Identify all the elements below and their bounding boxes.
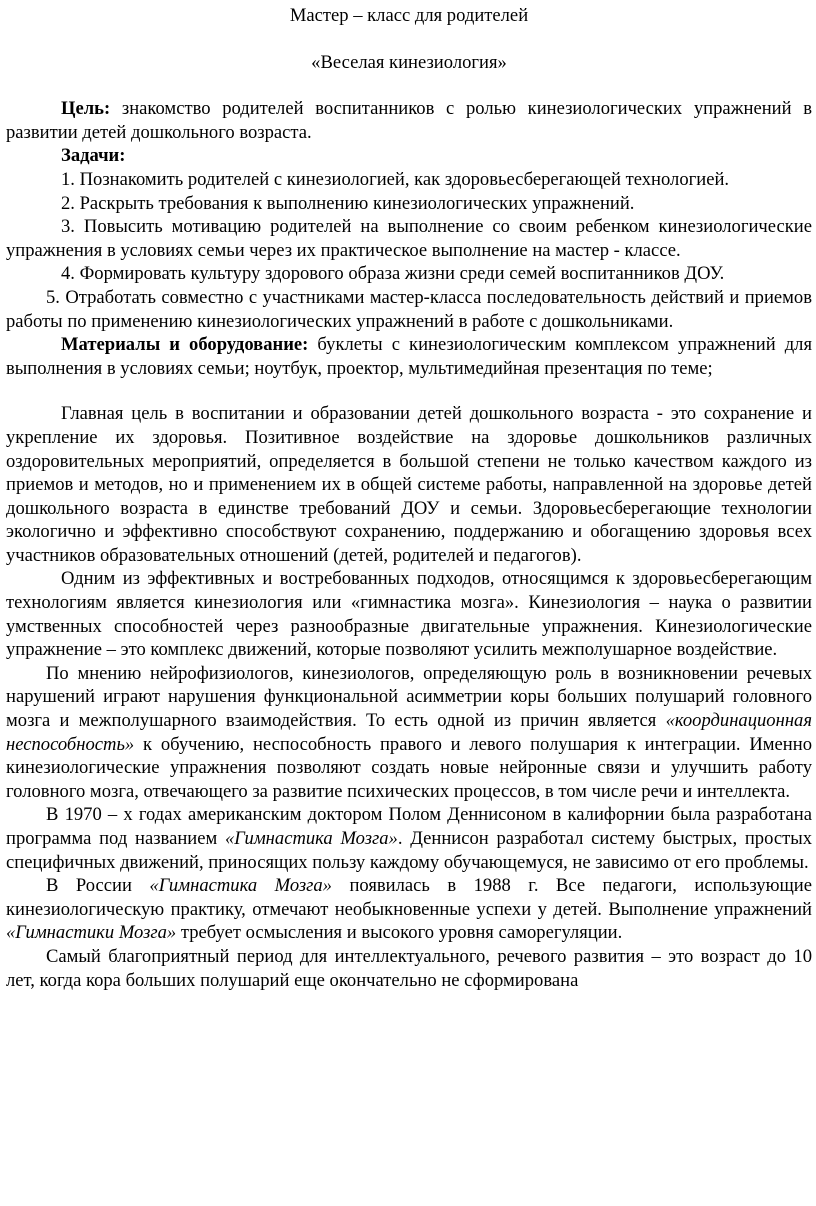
body-paragraph-3-emphasis: «координационная неспособность» <box>6 710 812 755</box>
body-paragraph-5 <box>6 874 812 945</box>
body-paragraph-4-part-a: В 1970 – х годах американским доктором Полом Деннисоном в калифорнии была разработана программа под названием <box>6 804 812 849</box>
task-item-1: 1. Познакомить родителей с кинезиологией, как здоровьесберегающей технологией. <box>61 168 730 190</box>
goal-text: знакомство родителей воспитанников с ролью кинезиологических упражнений в развитии детей дошкольного возраста. <box>6 98 812 143</box>
materials-text: буклеты с кинезиологическим комплексом упражнений для выполнения в условиях семьи; ноутбук, проектор, мультимедийная презентация по теме; <box>6 334 812 379</box>
document-title: Мастер – класс для родителей <box>289 5 529 26</box>
task-item-4: 4. Формировать культуру здорового образа жизни среди семей воспитанников ДОУ. <box>61 263 725 285</box>
body-paragraph-4 <box>6 803 812 874</box>
goal-paragraph <box>6 97 812 144</box>
task-item-5: 5. Отработать совместно с участниками мастер-класса последовательность действий и приемов работы по применению кинезиологических упражнений в работе с дошкольниками. <box>6 286 812 332</box>
body-paragraph-4-part-b: . Деннисон разработал систему быстрых, простых специфичных движений, приносящих пользу каждому обучающемуся, не зависимо от его проблемы. <box>6 828 812 873</box>
body-paragraph-5-part-c: требует осмысления и высокого уровня саморегуляции. <box>176 922 623 944</box>
body-paragraph-3-part-a: По мнению нейрофизиологов, кинезиологов, определяющую роль в возникновении речевых нарушений играют нарушения функциональной асимметрии коры больших полушарий головного мозга и межполушарного взаимодействия. То есть одной из причин является <box>6 662 812 732</box>
body-paragraph-2: Одним из эффективных и востребованных подходов, относящимся к здоровьесберегающим технологиям является кинезиология или «гимнастика мозга». Кинезиология – наука о развитии умственных способностей через разнообразные двигательные упражнения. Кинезиологические упражнение – это комплекс движений, которые позволяют усилить межполушарное воздействие. <box>6 568 812 661</box>
body-paragraph-5-part-a: В России <box>46 875 150 897</box>
goal-label: Цель: <box>61 98 111 120</box>
body-paragraph-4-emphasis: «Гимнастика Мозга» <box>225 828 398 849</box>
body-paragraph-5-part-b: появилась в 1988 г. Все педагоги, использующие кинезиологическую практику, отмечают необыкновенные успехи у детей. Выполнение упражнений <box>6 875 812 920</box>
body-paragraph-5-emphasis-1: «Гимнастика Мозга» <box>149 875 332 897</box>
task-item-3: 3. Повысить мотивацию родителей на выполнение со своим ребенком кинезиологические упражнения в условиях семьи через их практическое выполнение на мастер - классе. <box>6 216 812 261</box>
document-content <box>6 4 812 992</box>
task-item-2: 2. Раскрыть требования к выполнению кинезиологических упражнений. <box>61 192 635 214</box>
tasks-label: Задачи: <box>61 145 126 167</box>
materials-label: Материалы и оборудование: <box>61 334 309 356</box>
body-paragraph-3-part-b: к обучению, неспособность правого и левого полушария к интеграции. Именно кинезиологические упражнения позволяют создать новые нейронные связи и улучшить работу головного мозга, отвечающего за развитие психических процессов, в том числе речи и интеллекта. <box>6 733 812 802</box>
tasks-heading <box>6 144 812 168</box>
body-paragraph-3 <box>6 662 812 804</box>
materials-paragraph <box>6 333 812 380</box>
body-paragraph-5-emphasis-2: «Гимнастики Мозга» <box>6 922 177 944</box>
document-subtitle: «Веселая кинезиология» <box>311 51 507 73</box>
body-paragraph-1: Главная цель в воспитании и образовании детей дошкольного возраста - это сохранение и укрепление их здоровья. Позитивное воздействие на здоровье дошкольников различных оздоровительных мероприятий, определяется в большой степени не только качеством каждого из приемов и методов, но и применением их в общей системе работы, направленной на здоровье детей дошкольного возраста в единстве требований ДОУ и семьи. Здоровьесберегающие технологии экологично и эффективно способствуют сохранению, поддержанию и обогащению здоровья всех участников образовательных отношений (детей, родителей и педагогов). <box>6 403 812 566</box>
body-paragraph-6: Самый благоприятный период для интеллектуального, речевого развития – это возраст до 10 лет, когда кора больших полушарий еще окончательно не сформирована <box>6 945 812 991</box>
